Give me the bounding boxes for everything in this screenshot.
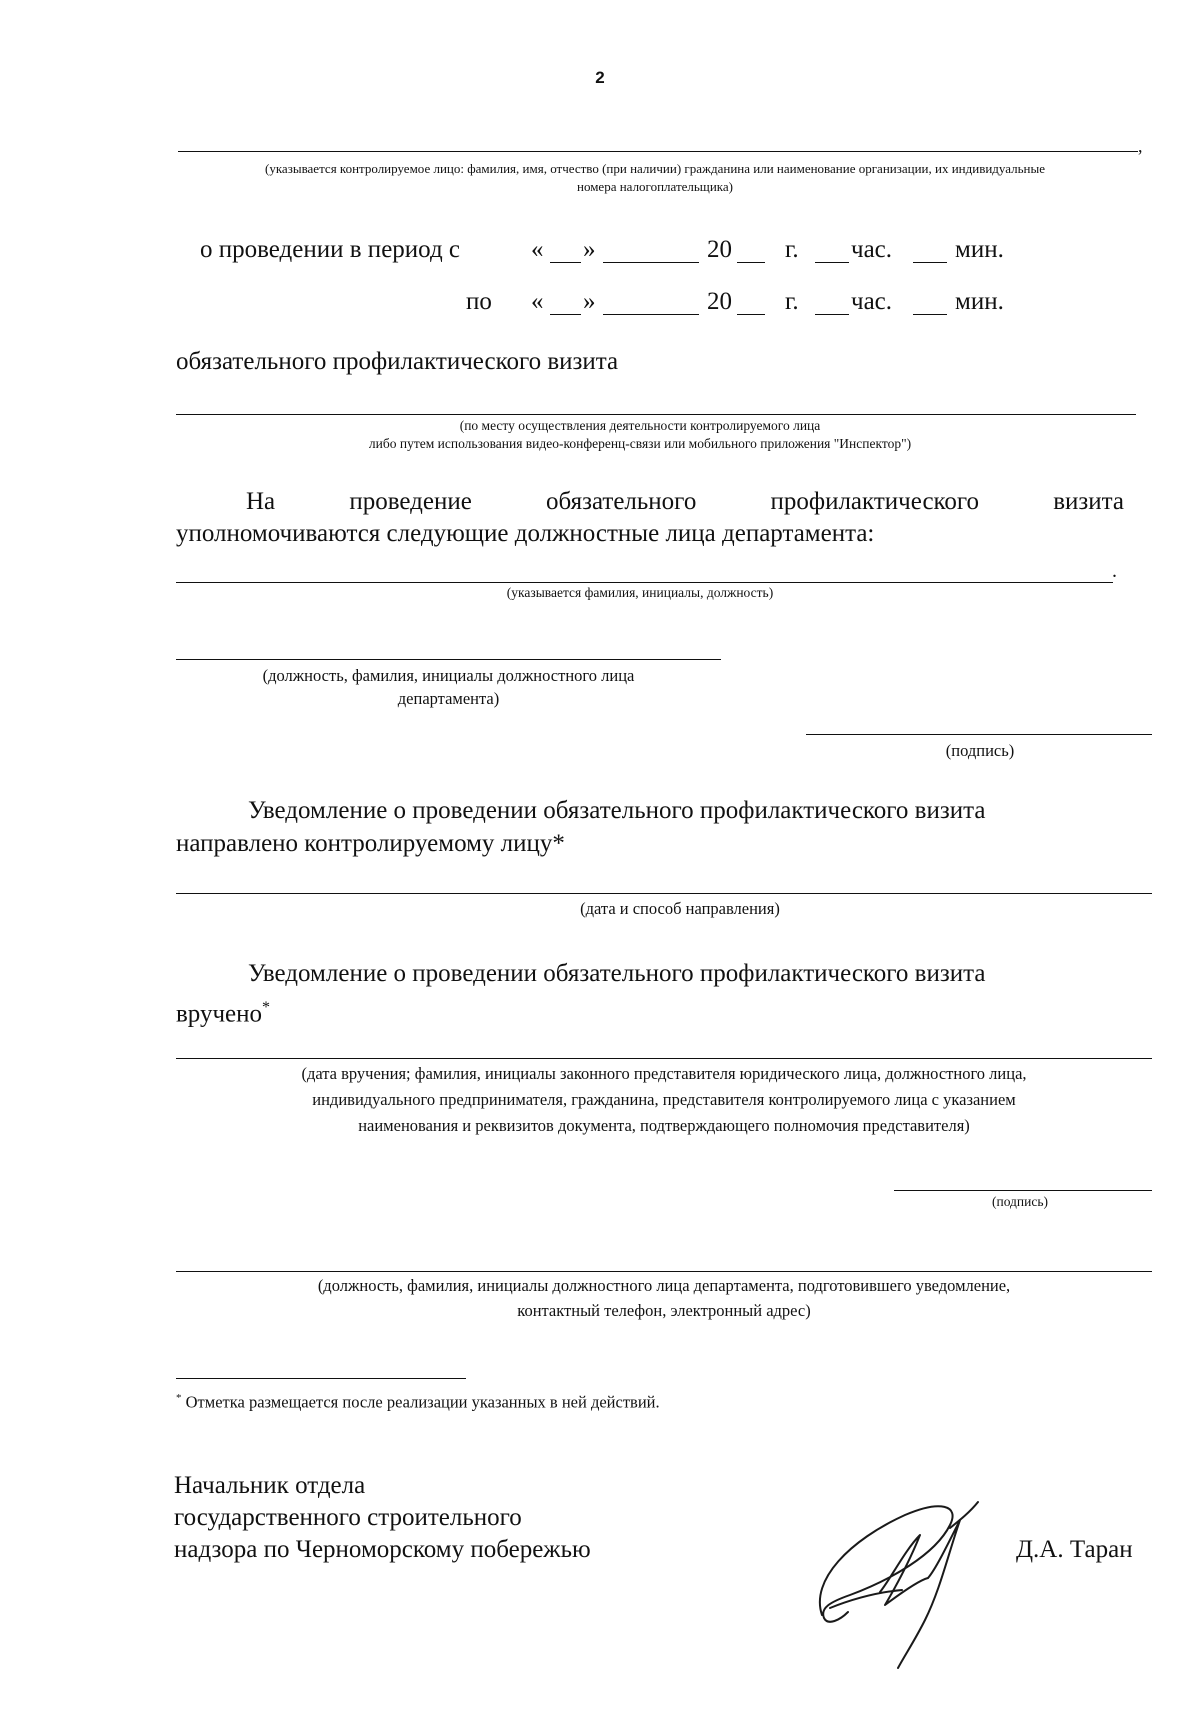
period-to-row (0, 288, 1200, 322)
hours-to-label: час. (851, 288, 893, 315)
official-signature-caption: (подпись) (945, 741, 1015, 760)
official-caption-2: департамента) (397, 689, 500, 708)
signatory-title-line-3: надзора по Черноморскому побережью (174, 1536, 591, 1563)
visit-title: обязательного профилактического визита (176, 348, 619, 375)
preparer-caption-2: контактный телефон, электронный адрес) (517, 1301, 811, 1320)
notice-sent-line (176, 893, 1152, 894)
notice-sent-caption: (дата и способ направления) (580, 899, 780, 918)
day-from-blank (550, 242, 581, 263)
hours-from-blank (815, 242, 849, 263)
day-from-open-quote: « (531, 236, 544, 263)
footnote-mark: * (176, 1392, 182, 1404)
notice-delivered-asterisk: * (262, 999, 271, 1016)
year-from-prefix: 20 (707, 236, 732, 263)
period-to-label: по (466, 288, 492, 315)
page-number: 2 (595, 68, 605, 87)
signatory-title (174, 1470, 591, 1566)
place-caption-2: либо путем использования видео-конференц-связи или мобильного приложения "Инспектор") (368, 436, 912, 451)
period-from-label: о проведении в период с (200, 236, 461, 263)
notice-delivered-caption-2: индивидуального предпринимателя, гражданина, представителя контролируемого лица с указанием (312, 1090, 1016, 1109)
delivered-signature-caption: (подпись) (991, 1194, 1049, 1209)
notice-sent-line-1: Уведомление о проведении обязательного профилактического визита (248, 797, 986, 824)
preparer-caption-1: (должность, фамилия, инициалы должностного лица департамента, подготовившего уведомление, (317, 1276, 1011, 1295)
hours-to-blank (815, 294, 849, 315)
place-line (176, 414, 1136, 415)
officials-line-dot: . (1112, 560, 1117, 582)
month-from-blank (603, 242, 699, 263)
day-to-blank (550, 294, 581, 315)
minutes-to-label: мин. (955, 288, 1004, 315)
authorization-line-1 (246, 485, 1124, 519)
officials-line (176, 582, 1113, 583)
notice-delivered-line-1: Уведомление о проведении обязательного профилактического визита (248, 960, 986, 987)
year-to-prefix: 20 (707, 288, 732, 315)
auth-word-5: визита (1053, 488, 1124, 515)
official-name-line (176, 659, 721, 660)
year-from-suffix: г. (785, 236, 799, 263)
minutes-from-blank (913, 242, 947, 263)
auth-word-3: обязательного (545, 488, 697, 515)
auth-word-1: На (246, 488, 276, 515)
notice-delivered-line (176, 1058, 1152, 1059)
hours-from-label: час. (851, 236, 893, 263)
year-from-blank (737, 242, 765, 263)
place-caption-1: (по месту осуществления деятельности контролируемого лица (459, 418, 821, 433)
preparer-line (176, 1271, 1152, 1272)
authorization-line-2: уполномочиваются следующие должностные лица департамента: (176, 520, 875, 547)
year-to-blank (737, 294, 765, 315)
auth-word-4: профилактического (770, 488, 980, 515)
subject-caption-2: номера налогоплательщика) (577, 179, 733, 194)
minutes-from-label: мин. (955, 236, 1004, 263)
signatory-title-line-2: государственного строительного (174, 1504, 522, 1531)
footnote-separator (176, 1378, 466, 1379)
day-to-close-quote: » (583, 288, 596, 315)
delivered-signature-line (894, 1190, 1152, 1191)
subject-caption-1: (указывается контролируемое лицо: фамилия, имя, отчество (при наличии) гражданина или наименование организации, их индивидуальные (264, 161, 1046, 176)
official-signature-line (806, 734, 1152, 735)
subject-line (178, 151, 1138, 152)
year-to-suffix: г. (785, 288, 799, 315)
notice-delivered-line-2 (176, 991, 270, 1031)
minutes-to-blank (913, 294, 947, 315)
day-from-close-quote: » (583, 236, 596, 263)
period-from-row (0, 236, 1200, 270)
day-to-open-quote: « (531, 288, 544, 315)
subject-comma: , (1138, 136, 1143, 156)
footnote (176, 1392, 660, 1413)
official-caption-1: (должность, фамилия, инициалы должностного лица (262, 666, 635, 685)
notice-delivered-caption-3: наименования и реквизитов документа, подтверждающего полномочия представителя) (358, 1116, 970, 1135)
handwritten-signature (810, 1480, 1000, 1670)
notice-delivered-caption-1: (дата вручения; фамилия, инициалы законного представителя юридического лица, должностного лица, (301, 1064, 1027, 1083)
month-to-blank (603, 294, 699, 315)
signatory-title-line-1: Начальник отдела (174, 1472, 366, 1499)
officials-caption: (указывается фамилия, инициалы, должность) (506, 585, 774, 600)
notice-delivered-word: вручено (176, 1000, 263, 1028)
notice-sent-line-2: направлено контролируемому лицу* (176, 830, 565, 857)
signatory-name: Д.А. Таран (1016, 1536, 1133, 1563)
auth-word-2: проведение (349, 488, 472, 515)
footnote-text: Отметка размещается после реализации указанных в ней действий. (185, 1392, 660, 1412)
